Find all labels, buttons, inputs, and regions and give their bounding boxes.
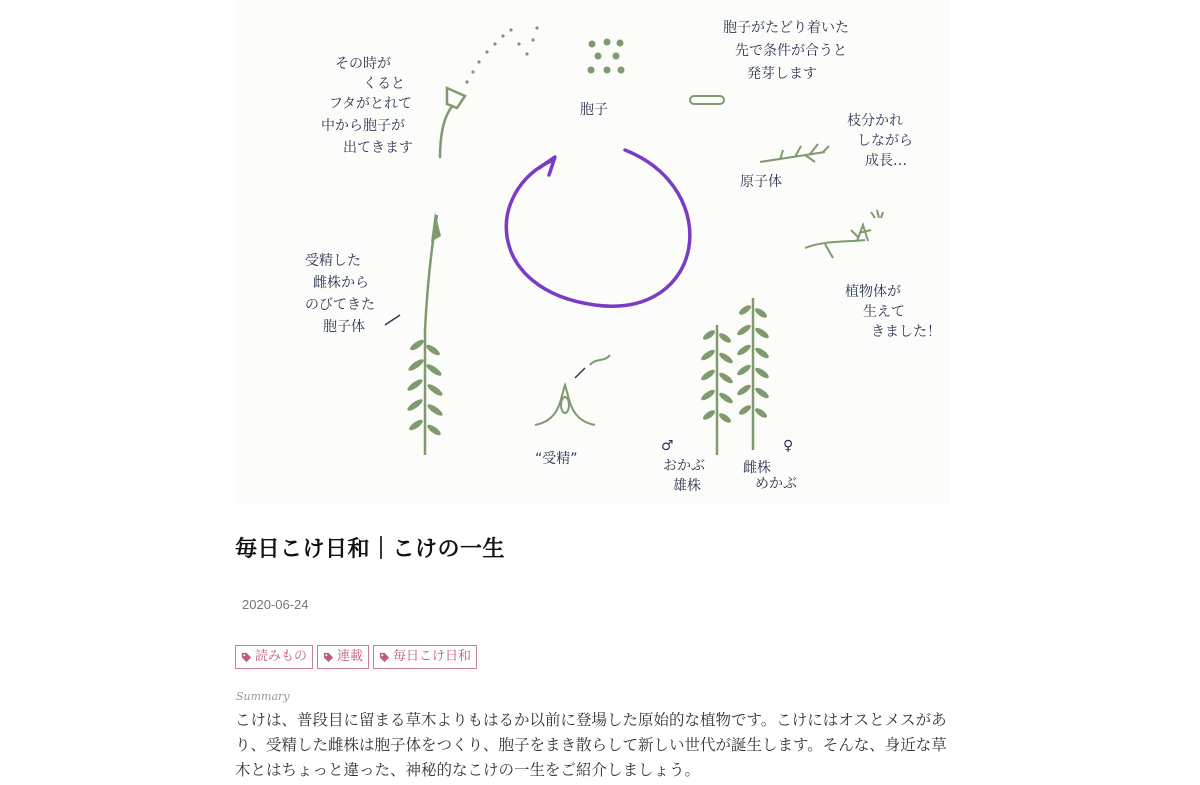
female-plant-icon (736, 298, 771, 450)
tag-icon (379, 652, 390, 663)
summary-label: Summary (236, 690, 290, 703)
svg-text:胞子体: 胞子体 (323, 319, 365, 335)
svg-text:しながら: しながら (857, 133, 913, 149)
svg-text:きました！: きました！ (871, 324, 941, 340)
svg-text:植物体が: 植物体が (845, 284, 901, 300)
tag-label: 連載 (337, 649, 364, 664)
svg-text:先で条件が合うと: 先で条件が合うと (735, 43, 847, 59)
branch-note (847, 112, 913, 169)
tag-yomimono[interactable] (235, 645, 313, 669)
young-plant-icon (805, 210, 883, 258)
publish-date: 2020-06-24 (242, 597, 309, 612)
arrow-icon (575, 368, 585, 378)
female-symbol-icon: ♀ (783, 438, 794, 454)
female-plant-with-sporophyte-icon (406, 212, 444, 455)
protonema-label: 原子体 (740, 174, 782, 190)
female-reading: めかぶ (755, 476, 797, 492)
svg-text:枝分かれ: 枝分かれ (847, 113, 903, 129)
tag-label: 毎日こけ日和 (393, 649, 472, 664)
tag-mainichi-koke-biyori[interactable] (373, 645, 477, 669)
svg-text:生えて: 生えて (863, 304, 905, 320)
svg-text:雌株から: 雌株から (313, 275, 369, 291)
germinating-spore-icon (690, 96, 724, 104)
svg-text:くると: くると (363, 76, 405, 92)
tag-rensai[interactable] (317, 645, 369, 669)
sporophyte-capsule-icon (440, 88, 465, 158)
svg-text:中から胞子が: 中から胞子が (321, 118, 405, 134)
arrow-icon (385, 315, 400, 325)
svg-text:受精した: 受精した (305, 253, 361, 269)
tag-label: 読みもの (255, 649, 308, 664)
male-reading: おかぶ (663, 458, 705, 474)
male-symbol-icon: ♂ (661, 438, 674, 454)
tag-icon (323, 652, 334, 663)
svg-text:のびてきた: のびてきた (305, 297, 375, 313)
svg-text:胞子がたどり着いた: 胞子がたどり着いた (723, 20, 849, 36)
svg-text:出てきます: 出てきます (343, 140, 413, 156)
svg-text:フタがとれて: フタがとれて (329, 96, 413, 112)
summary-text: こけは、普段目に留まる草木よりもはるか以前に登場した原始的な植物です。こけにはオスとメスがあり、受精した雌株は胞子体をつくり、胞子をまき散らして新しい世代が誕生します。そんな、身近な草木とはちょっと違った、神秘的なこけの一生をご紹介しましょう。 (235, 711, 947, 779)
female-label: 雌株 (743, 460, 771, 476)
svg-text:発芽します: 発芽します (747, 66, 817, 82)
tag-list (235, 645, 477, 669)
protonema-icon (760, 144, 829, 162)
cycle-arrow (506, 150, 690, 306)
male-label: 雄株 (673, 478, 701, 494)
svg-text:成長…: 成長… (865, 153, 907, 169)
svg-text:その時が: その時が (335, 56, 391, 72)
spore-label: 胞子 (580, 102, 608, 118)
sporophyte-note (305, 252, 375, 335)
plant-note (845, 283, 941, 340)
spore-note (723, 20, 849, 82)
spores-icon (588, 39, 625, 74)
fertilization-label: “受精” (535, 451, 578, 467)
male-plant-icon (700, 325, 735, 455)
released-spores-icon (465, 26, 538, 83)
article-title: 毎日こけ日和｜こけの一生 (235, 537, 506, 562)
moss-life-cycle-illustration (235, 0, 950, 505)
release-note (321, 55, 413, 156)
fertilization-icon (535, 355, 610, 425)
tag-icon (241, 652, 252, 663)
